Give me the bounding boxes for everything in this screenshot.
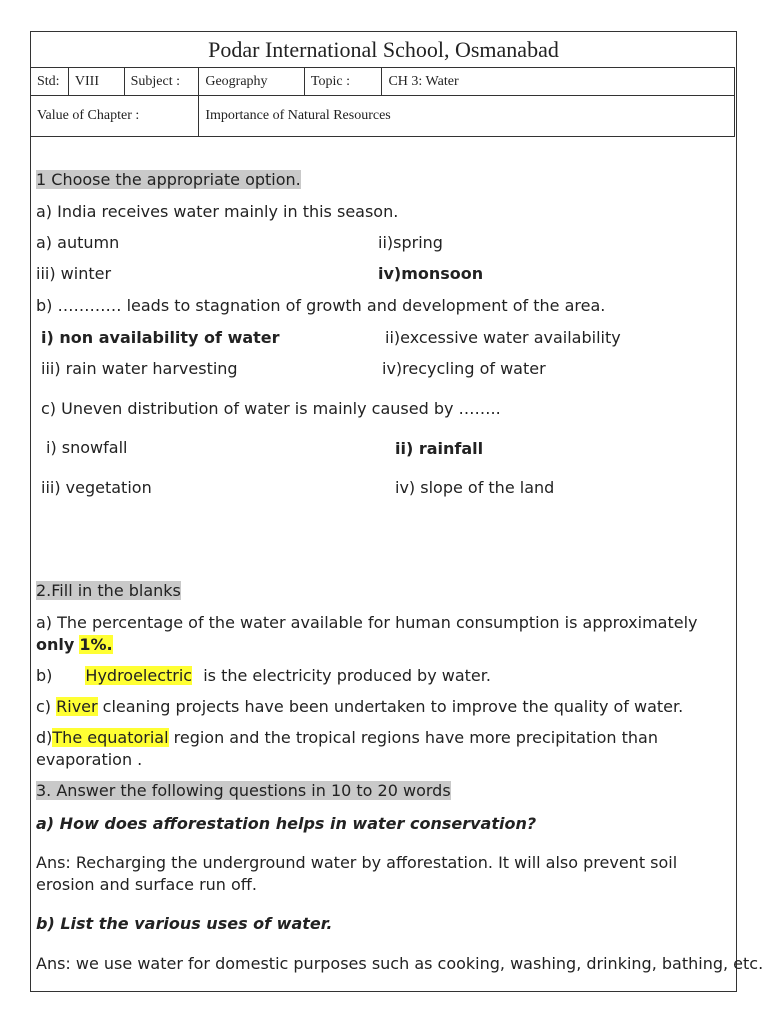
section2-heading: 2.Fill in the blanks xyxy=(36,581,181,600)
blank-2c-text: cleaning projects have been undertaken to improve the quality of water. xyxy=(97,697,684,716)
section3-heading: 3. Answer the following questions in 10 to 20 words xyxy=(36,781,451,800)
blank-2b-prefix: b) xyxy=(36,666,53,685)
option-1c-3: iii) vegetation xyxy=(41,478,152,497)
value-label: Value of Chapter : xyxy=(31,96,199,137)
blank-2b-text: is the electricity produced by water. xyxy=(198,666,491,685)
topic-label: Topic : xyxy=(304,68,382,96)
question-3b: b) List the various uses of water. xyxy=(36,914,333,933)
subject-value: Geography xyxy=(199,68,305,96)
answer-3b: Ans: we use water for domestic purposes such as cooking, washing, drinking, bathing, etc. xyxy=(36,954,764,973)
blank-2a-answer-only: only xyxy=(36,635,75,654)
section1-heading: 1 Choose the appropriate option. xyxy=(36,170,301,189)
option-1b-2: ii)excessive water availability xyxy=(385,328,621,347)
blank-2d-prefix: d) xyxy=(36,728,53,747)
question-1c: c) Uneven distribution of water is mainly caused by …….. xyxy=(41,399,501,418)
question-3a: a) How does afforestation helps in water conservation? xyxy=(36,814,537,833)
option-1a-4-answer: iv)monsoon xyxy=(378,264,484,283)
topic-value: CH 3: Water xyxy=(382,68,735,96)
blank-2b xyxy=(36,666,491,685)
option-1a-1: a) autumn xyxy=(36,233,120,252)
header-table xyxy=(30,67,735,137)
option-1a-2: ii)spring xyxy=(378,233,443,252)
question-1b: b) ………… leads to stagnation of growth and development of the area. xyxy=(36,296,606,315)
blank-2d-answer: The equatorial xyxy=(52,728,169,747)
option-1b-3: iii) rain water harvesting xyxy=(41,359,238,378)
blank-2a-answer-percent: 1%. xyxy=(79,635,113,654)
blank-2a-text: a) The percentage of the water available for human consumption is approximately xyxy=(36,613,698,632)
subject-label: Subject : xyxy=(124,68,199,96)
question-1a: a) India receives water mainly in this season. xyxy=(36,202,399,221)
option-1b-4: iv)recycling of water xyxy=(382,359,546,378)
value-value: Importance of Natural Resources xyxy=(199,96,735,137)
option-1c-2-answer: ii) rainfall xyxy=(395,439,484,458)
std-label: Std: xyxy=(31,68,69,96)
option-1c-4: iv) slope of the land xyxy=(395,478,555,497)
worksheet-page xyxy=(30,31,764,992)
blank-2c-prefix: c) xyxy=(36,697,57,716)
std-value: VIII xyxy=(68,68,124,96)
blank-2c-answer: River xyxy=(56,697,98,716)
blank-2d-text: region and the tropical regions have more precipitation than evaporation . xyxy=(36,728,658,769)
blank-2c xyxy=(36,697,683,716)
option-1c-1: i) snowfall xyxy=(46,438,128,457)
blank-2b-answer: Hydroelectric xyxy=(85,666,193,685)
school-title: Podar International School, Osmanabad xyxy=(208,37,559,62)
answer-3a: Ans: Recharging the underground water by afforestation. It will also prevent soil erosion and surface run off. xyxy=(36,853,678,894)
blank-2d xyxy=(36,727,726,771)
option-1a-3: iii) winter xyxy=(36,264,112,283)
blank-2a xyxy=(36,612,726,656)
option-1b-1-answer: i) non availability of water xyxy=(41,328,280,347)
